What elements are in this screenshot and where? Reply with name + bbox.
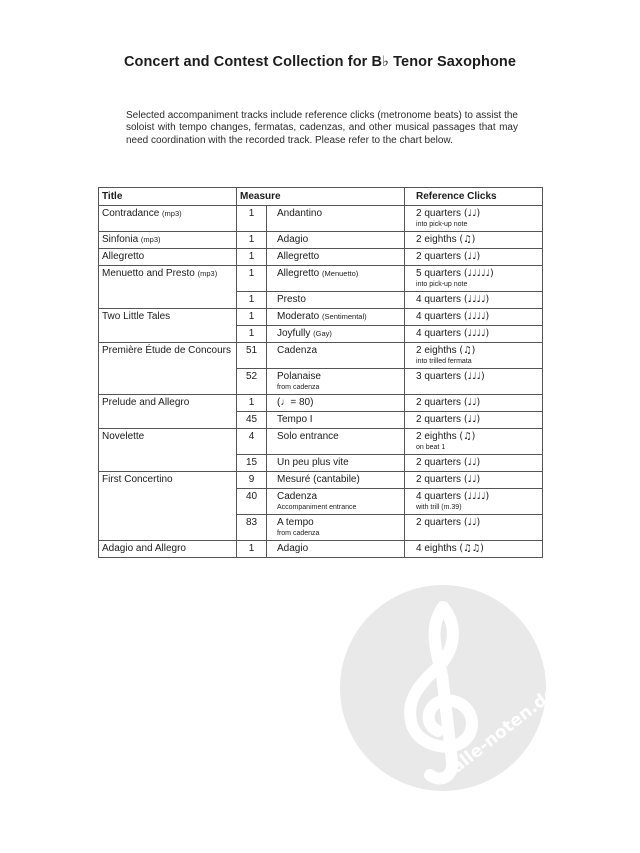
note-symbols-icon: (♩♩) (463, 474, 481, 485)
tempo-marking-cell (267, 309, 405, 326)
note-symbols-icon: (♩♩) (463, 251, 481, 262)
measure-cell: 1 (237, 266, 267, 292)
click-note: into trilled fermata (416, 358, 472, 365)
tempo-marking-note: (Sentimental) (322, 312, 367, 321)
note-symbols-icon: (♩♩♩♩♩) (463, 268, 494, 279)
table-row (99, 206, 543, 232)
piece-title: First Concertino (102, 474, 173, 485)
measure-cell: 15 (237, 455, 267, 472)
note-symbols-icon: (♩♩♩♩) (463, 491, 490, 502)
title-cell (99, 343, 237, 395)
click-count: 4 quarters (416, 491, 462, 502)
title-cell (99, 266, 237, 309)
title-cell (99, 472, 237, 541)
piece-title: Prelude and Allegro (102, 397, 190, 408)
reference-clicks-cell (405, 489, 543, 515)
click-note: on beat 1 (416, 444, 446, 451)
title-cell (99, 395, 237, 429)
tempo-marking-cell (267, 472, 405, 489)
measure-cell: 4 (237, 429, 267, 455)
table-row (99, 472, 543, 489)
table-row (99, 429, 543, 455)
tempo-marking: Adagio (277, 234, 309, 245)
tempo-marking-note: from cadenza (277, 384, 320, 391)
note-symbols-icon: (♩♩♩♩) (463, 294, 490, 305)
measure-cell: 1 (237, 326, 267, 343)
tempo-marking: Adagio (277, 543, 309, 554)
note-symbols-icon: (♫♫) (459, 543, 484, 554)
tempo-marking-note: from cadenza (277, 530, 320, 537)
click-count: 4 quarters (416, 328, 462, 339)
click-note: with trill (m.39) (416, 504, 462, 511)
click-count: 2 quarters (416, 517, 462, 528)
measure-cell: 1 (237, 541, 267, 558)
reference-clicks-cell (405, 326, 543, 343)
reference-clicks-cell (405, 232, 543, 249)
click-note: into pick-up note (416, 281, 468, 288)
tempo-marking-cell (267, 412, 405, 429)
measure-cell: 1 (237, 249, 267, 266)
piece-title: Novelette (102, 431, 145, 442)
click-note: into pick-up note (416, 221, 468, 228)
click-count: 2 eighths (416, 234, 457, 245)
piece-title: Menuetto and Presto (102, 268, 195, 279)
measure-cell: 1 (237, 292, 267, 309)
tempo-marking: Solo entrance (277, 431, 339, 442)
piece-title: Première Étude de Concours (102, 345, 231, 356)
page-title: Concert and Contest Collection for B♭ Tenor Saxophone (123, 54, 517, 70)
tempo-marking-cell (267, 515, 405, 541)
tempo-marking-cell (267, 326, 405, 343)
tempo-marking-cell (267, 343, 405, 369)
tempo-marking: Tempo I (277, 414, 313, 425)
piece-title: Sinfonia (102, 234, 139, 245)
measure-cell: 1 (237, 206, 267, 232)
reference-clicks-cell (405, 412, 543, 429)
piece-title: Two Little Tales (102, 311, 171, 322)
tempo-marking: Moderato (277, 311, 320, 322)
tempo-marking: Andantino (277, 208, 323, 219)
click-count: 4 eighths (416, 543, 457, 554)
measure-cell: 1 (237, 395, 267, 412)
click-count: 2 quarters (416, 457, 462, 468)
tempo-marking-cell (267, 455, 405, 472)
reference-clicks-cell (405, 429, 543, 455)
title-note: (mp3) (197, 269, 218, 278)
reference-clicks-cell (405, 249, 543, 266)
title-note: (mp3) (162, 209, 182, 218)
measure-cell: 1 (237, 232, 267, 249)
note-symbols-icon: (♫) (459, 345, 476, 356)
reference-clicks-cell (405, 455, 543, 472)
note-symbols-icon: (♩♩♩) (463, 371, 485, 382)
table-row (99, 395, 543, 412)
title-cell (99, 232, 237, 249)
title-cell (99, 541, 237, 558)
note-symbols-icon: (♩♩) (463, 517, 481, 528)
reference-clicks-cell (405, 343, 543, 369)
tempo-marking-note: (Gay) (313, 329, 332, 338)
tempo-marking-note: Accompaniment entrance (277, 504, 357, 511)
click-count: 4 quarters (416, 311, 462, 322)
title-cell (99, 309, 237, 343)
header-measure: Measure (237, 188, 405, 206)
table-header-row (99, 188, 543, 206)
click-count: 5 quarters (416, 268, 462, 279)
title-cell (99, 429, 237, 472)
measure-cell: 52 (237, 369, 267, 395)
click-count: 2 eighths (416, 431, 457, 442)
reference-clicks-cell (405, 266, 543, 292)
measure-cell: 51 (237, 343, 267, 369)
title-cell (99, 249, 237, 266)
table-row (99, 541, 543, 558)
click-count: 2 quarters (416, 251, 462, 262)
tempo-marking: Presto (277, 294, 306, 305)
measure-cell: 40 (237, 489, 267, 515)
table-row (99, 232, 543, 249)
note-symbols-icon: (♫) (459, 431, 476, 442)
note-symbols-icon: (♩♩) (463, 457, 481, 468)
piece-title: Contradance (102, 208, 160, 219)
tempo-marking-cell (267, 541, 405, 558)
tempo-marking: Allegretto (277, 268, 320, 279)
title-cell (99, 206, 237, 232)
reference-clicks-cell (405, 472, 543, 489)
tempo-marking: Allegretto (277, 251, 320, 262)
watermark-text: alle-noten.de (447, 683, 561, 778)
reference-clicks-cell (405, 395, 543, 412)
tempo-marking-cell (267, 266, 405, 292)
reference-clicks-cell (405, 309, 543, 326)
click-count: 4 quarters (416, 294, 462, 305)
tempo-marking-cell (267, 429, 405, 455)
tempo-marking-cell (267, 395, 405, 412)
click-count: 2 quarters (416, 474, 462, 485)
watermark-logo (340, 585, 561, 791)
note-symbols-icon: (♩♩) (463, 414, 481, 425)
tempo-marking: Mesuré (cantabile) (277, 474, 360, 485)
reference-clicks-cell (405, 515, 543, 541)
click-count: 3 quarters (416, 371, 462, 382)
tempo-marking-cell (267, 249, 405, 266)
intro-paragraph: Selected accompaniment tracks include reference clicks (metronome beats) to assist the soloist with tempo changes, fermatas, cadenzas, and other musical passages that may need coordination with the recorded track. Please refer to the chart below. (126, 110, 518, 146)
header-reference-clicks: Reference Clicks (405, 188, 543, 206)
measure-cell: 45 (237, 412, 267, 429)
table-row (99, 266, 543, 292)
reference-clicks-cell (405, 292, 543, 309)
tempo-marking: A tempo (277, 517, 314, 528)
tempo-marking-cell (267, 489, 405, 515)
tempo-marking-cell (267, 232, 405, 249)
tempo-marking-cell (267, 206, 405, 232)
note-symbols-icon: (♩♩) (463, 208, 481, 219)
click-count: 2 quarters (416, 397, 462, 408)
click-count: 2 quarters (416, 414, 462, 425)
tempo-marking-cell (267, 292, 405, 309)
measure-cell: 9 (237, 472, 267, 489)
table-row (99, 309, 543, 326)
tempo-marking: Cadenza (277, 491, 318, 502)
click-count: 2 eighths (416, 345, 457, 356)
header-title: Title (99, 188, 237, 206)
table-row (99, 343, 543, 369)
title-note: (mp3) (140, 235, 161, 244)
tempo-marking: Un peu plus vite (277, 457, 349, 468)
tempo-marking-cell (267, 369, 405, 395)
reference-clicks-table (98, 187, 543, 558)
tempo-marking: (♩= 80) (277, 397, 314, 408)
table-row (99, 249, 543, 266)
tempo-marking: Cadenza (277, 345, 318, 356)
piece-title: Allegretto (102, 251, 145, 262)
measure-cell: 83 (237, 515, 267, 541)
reference-clicks-cell (405, 541, 543, 558)
tempo-marking: Joyfully (277, 328, 311, 339)
reference-clicks-cell (405, 369, 543, 395)
note-symbols-icon: (♫) (459, 234, 476, 245)
note-symbols-icon: (♩♩) (463, 397, 481, 408)
tempo-marking: Polanaise (277, 371, 321, 382)
click-count: 2 quarters (416, 208, 462, 219)
note-symbols-icon: (♩♩♩♩) (463, 328, 490, 339)
note-symbols-icon: (♩♩♩♩) (463, 311, 490, 322)
tempo-marking-note: (Menuetto) (322, 269, 359, 278)
reference-clicks-cell (405, 206, 543, 232)
piece-title: Adagio and Allegro (102, 543, 186, 554)
measure-cell: 1 (237, 309, 267, 326)
